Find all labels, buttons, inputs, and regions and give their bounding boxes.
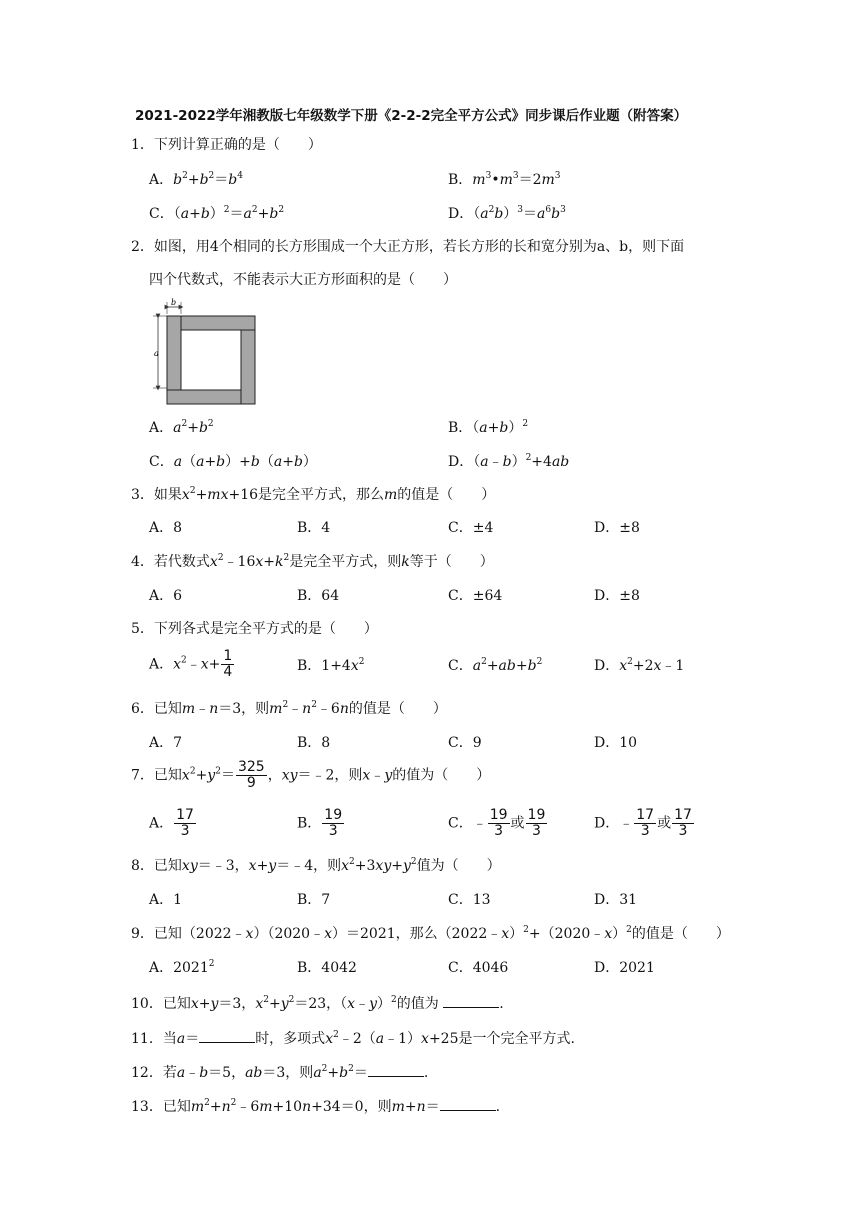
q9-option-b: B．4042: [297, 960, 357, 976]
q9-option-a: A．2021$^2$: [149, 959, 215, 976]
q1-option-d: D．$(a^2b)^3=a^6b^3$: [448, 205, 566, 222]
page-title: 2021-2022学年湘教版七年级数学下册《2-2-2完全平方公式》同步课后作业题（附答案）: [135, 108, 688, 124]
q4-option-b: B．64: [297, 588, 340, 604]
q7-option-d: D．﹣ $\frac{17}{3}$ 或 $\frac{17}{3}$: [594, 807, 692, 839]
q7-option-c: C．﹣ $\frac{19}{3}$ 或 $\frac{19}{3}$: [448, 807, 546, 839]
question-13-stem: 13．已知$m^2+n^2﹣6m+10n+34=0$，则m+n＝ .: [131, 1098, 501, 1115]
q8-option-d: D．31: [594, 892, 638, 908]
question-3-stem: 3．如果$x^2+mx+16$是完全平方式，那么m的值是（ ）: [131, 486, 496, 503]
question-11-stem: 11．当a＝ 时，多项式$x^2﹣2(a﹣1)x+25$是一个完全平方式.: [131, 1030, 575, 1047]
q4-option-a: A．6: [149, 588, 183, 604]
question-9-stem: 9．已知（2022﹣x）（2020﹣x）＝2021，那么（2022﹣x）$^2$+（2020﹣x）$^2$的值是（ ）: [131, 925, 730, 942]
q2-option-c: C．a（a+b）+b（a+b）: [149, 454, 317, 470]
figure-label-b: b: [171, 298, 177, 307]
question-4-stem: 4．若代数式$x^2﹣16x+k^2$是完全平方式，则k等于（ ）: [131, 553, 494, 570]
square-figure: [150, 298, 262, 406]
q9-option-d: D．2021: [594, 960, 655, 976]
q8-option-a: A．1: [149, 892, 183, 908]
answer-blank: [368, 1062, 424, 1077]
q3-option-a: A．8: [149, 520, 183, 536]
q8-option-c: C．13: [448, 892, 491, 908]
q5-option-d: D．$x^2+2x﹣1$: [594, 657, 685, 674]
question-7-stem: 7．已知$x^2+y^2=$ $\frac{325}{9}$ ，xy＝﹣2，则x﹣y的值为（ ）: [131, 759, 491, 791]
question-1-stem: 1．下列计算正确的是（ ）: [131, 137, 322, 153]
figure-label-a: a: [154, 349, 159, 358]
q3-option-c: C．±4: [448, 520, 494, 536]
q5-option-b: B．$1+4x^2$: [297, 657, 365, 674]
q4-option-c: C．±64: [448, 588, 503, 604]
question-10-stem: 10．已知x+y＝3，$x^2+y^2=23$，（x﹣y）$^2$的值为 .: [131, 995, 504, 1012]
q5-option-c: C．$a^2+ab+b^2$: [448, 657, 543, 674]
question-2-stem-line2: 四个代数式，不能表示大正方形面积的是（ ）: [149, 272, 457, 288]
q1-option-c: C．$(a+b)^2=a^2+b^2$: [149, 205, 285, 222]
question-2-stem-line1: 2．如图，用4个相同的长方形围成一个大正方形，若长方形的长和宽分别为a、b，则下面: [131, 239, 685, 255]
q6-option-b: B．8: [297, 735, 331, 751]
q3-option-d: D．±8: [594, 520, 640, 536]
q9-option-c: C．4046: [448, 960, 509, 976]
q2-option-a: A．$a^2+b^2$: [149, 419, 214, 436]
q1-option-a: A．$b^2+b^2=b^4$: [149, 171, 243, 188]
q8-option-b: B．7: [297, 892, 331, 908]
q7-option-b: B． $\frac{19}{3}$: [297, 807, 343, 839]
q7-option-a: A． $\frac{17}{3}$: [149, 807, 194, 839]
q6-option-a: A．7: [149, 735, 183, 751]
q5-option-a: A．$x^2﹣x+$ $\frac{1}{4}$: [149, 648, 233, 680]
answer-blank: [443, 993, 499, 1008]
q6-option-c: C．9: [448, 735, 482, 751]
q2-option-b: B．$(a+b)^2$: [448, 419, 529, 436]
answer-blank: [440, 1096, 496, 1111]
question-5-stem: 5．下列各式是完全平方式的是（ ）: [131, 621, 378, 637]
q3-option-b: B．4: [297, 520, 331, 536]
answer-blank: [199, 1028, 255, 1043]
q1-option-b: B．$m^3•m^3=2m^3$: [448, 171, 561, 188]
question-12-stem: 12．若a﹣b＝5，ab＝3，则$a^2+b^2=$ .: [131, 1064, 429, 1081]
q6-option-d: D．10: [594, 735, 638, 751]
question-6-stem: 6．已知m﹣n＝3，则$m^2﹣n^2﹣6n$的值是（ ）: [131, 700, 447, 717]
q2-option-d: D．（a﹣b）$^2$+4ab: [448, 453, 570, 470]
q4-option-d: D．±8: [594, 588, 640, 604]
question-8-stem: 8．已知xy＝﹣3，x+y＝﹣4，则$x^2+3xy+y^2$值为（ ）: [131, 857, 501, 874]
